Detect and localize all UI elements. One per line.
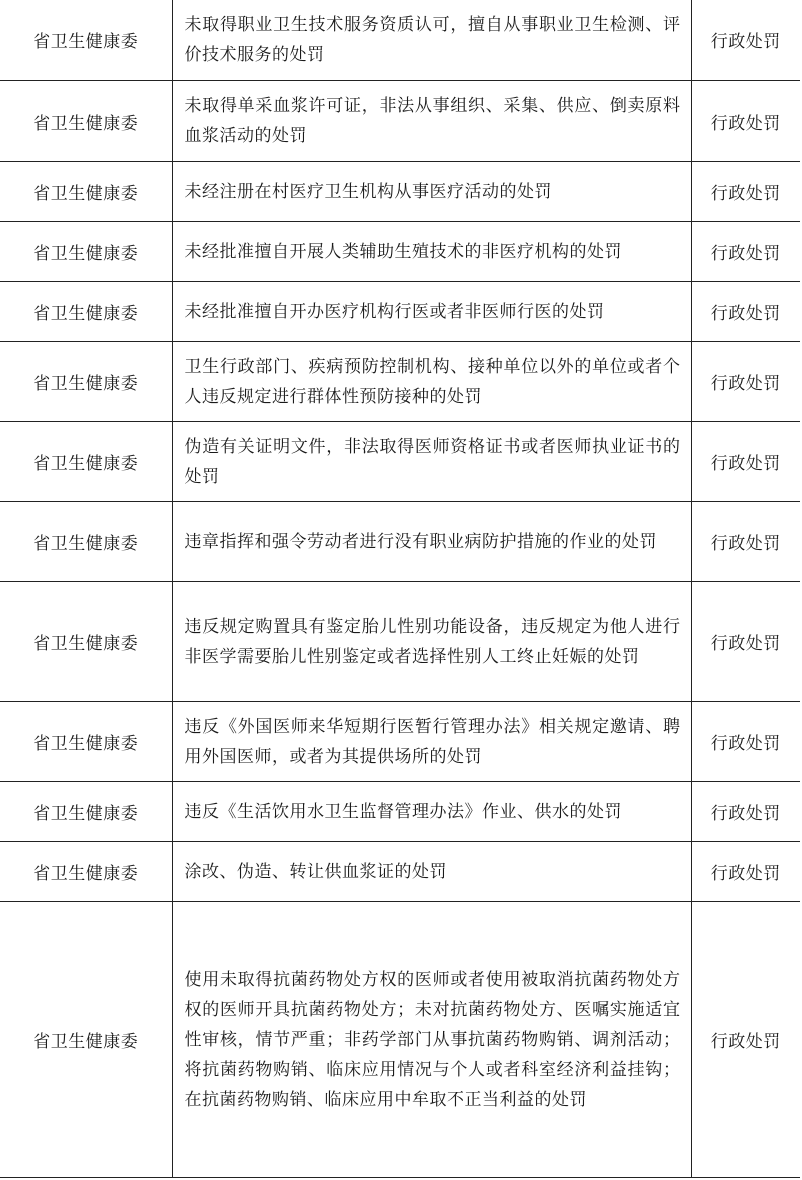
item-type-cell: 行政处罚 (691, 582, 800, 702)
table-row (0, 0, 800, 81)
table-row (0, 342, 800, 422)
dept-cell: 省卫生健康委 (0, 582, 172, 702)
item-name-text: 违反规定购置具有鉴定胎儿性别功能设备，违反规定为他人进行非医学需要胎儿性别鉴定或者选择性别人工终止妊娠的处罚 (184, 616, 681, 667)
item-type-cell: 行政处罚 (691, 222, 800, 282)
item-name-cell (172, 282, 691, 342)
item-type-cell: 行政处罚 (691, 162, 800, 222)
item-type-cell: 行政处罚 (691, 842, 800, 902)
item-type-cell: 行政处罚 (691, 782, 800, 842)
item-type-cell: 行政处罚 (691, 0, 800, 81)
item-type-cell: 行政处罚 (691, 502, 800, 582)
item-name-cell (172, 81, 691, 162)
item-name-text: 未经批准擅自开办医疗机构行医或者非医师行医的处罚 (184, 301, 605, 322)
dept-cell: 省卫生健康委 (0, 782, 172, 842)
dept-cell: 省卫生健康委 (0, 282, 172, 342)
item-name-text: 未经注册在村医疗卫生机构从事医疗活动的处罚 (184, 181, 552, 202)
dept-cell: 省卫生健康委 (0, 0, 172, 81)
item-name-cell (172, 0, 691, 81)
dept-cell: 省卫生健康委 (0, 342, 172, 422)
dept-cell: 省卫生健康委 (0, 842, 172, 902)
dept-cell: 省卫生健康委 (0, 222, 172, 282)
item-name-cell (172, 702, 691, 782)
item-name-text: 违反《外国医师来华短期行医暂行管理办法》相关规定邀请、聘用外国医师，或者为其提供场所的处罚 (184, 716, 681, 767)
item-type-cell: 行政处罚 (691, 902, 800, 1178)
table-row (0, 422, 800, 502)
table-row (0, 582, 800, 702)
item-type-cell: 行政处罚 (691, 422, 800, 502)
dept-cell: 省卫生健康委 (0, 902, 172, 1178)
dept-cell: 省卫生健康委 (0, 702, 172, 782)
table-row (0, 842, 800, 902)
dept-cell: 省卫生健康委 (0, 81, 172, 162)
table-row (0, 81, 800, 162)
table-row (0, 162, 800, 222)
item-name-text: 未取得单采血浆许可证，非法从事组织、采集、供应、倒卖原料血浆活动的处罚 (184, 96, 681, 146)
item-name-text: 伪造有关证明文件，非法取得医师资格证书或者医师执业证书的处罚 (184, 436, 681, 487)
item-name-cell (172, 422, 691, 502)
item-name-cell (172, 842, 691, 902)
item-type-cell: 行政处罚 (691, 81, 800, 162)
item-name-text: 违反《生活饮用水卫生监督管理办法》作业、供水的处罚 (184, 801, 622, 822)
item-name-cell (172, 342, 691, 422)
item-type-cell: 行政处罚 (691, 702, 800, 782)
dept-cell: 省卫生健康委 (0, 422, 172, 502)
item-name-text: 未经批准擅自开展人类辅助生殖技术的非医疗机构的处罚 (184, 241, 622, 262)
item-name-text: 卫生行政部门、疾病预防控制机构、接种单位以外的单位或者个人违反规定进行群体性预防接种的处罚 (184, 356, 681, 407)
item-name-cell (172, 902, 691, 1178)
table-row (0, 782, 800, 842)
item-name-cell (172, 222, 691, 282)
item-name-cell (172, 782, 691, 842)
item-type-cell: 行政处罚 (691, 282, 800, 342)
table-row (0, 502, 800, 582)
table-row (0, 282, 800, 342)
item-name-cell (172, 162, 691, 222)
item-name-text: 涂改、伪造、转让供血浆证的处罚 (184, 861, 447, 882)
table-row (0, 222, 800, 282)
table-row (0, 902, 800, 1178)
item-name-cell (172, 582, 691, 702)
item-name-text: 使用未取得抗菌药物处方权的医师或者使用被取消抗菌药物处方权的医师开具抗菌药物处方；未对抗菌药物处方、医嘱实施适宜性审核，情节严重；非药学部门从事抗菌药物购销、调剂活动；将抗菌药物购销、临床应用情况与个人或者科室经济利益挂钩；在抗菌药物购销、临床应用中牟取不正当利益的处罚 (184, 969, 681, 1110)
item-name-text: 未取得职业卫生技术服务资质认可，擅自从事职业卫生检测、评价技术服务的处罚 (184, 14, 681, 65)
dept-cell: 省卫生健康委 (0, 502, 172, 582)
item-name-text: 违章指挥和强令劳动者进行没有职业病防护措施的作业的处罚 (184, 531, 657, 552)
table-row (0, 702, 800, 782)
item-type-cell: 行政处罚 (691, 342, 800, 422)
item-name-cell (172, 502, 691, 582)
dept-cell: 省卫生健康委 (0, 162, 172, 222)
